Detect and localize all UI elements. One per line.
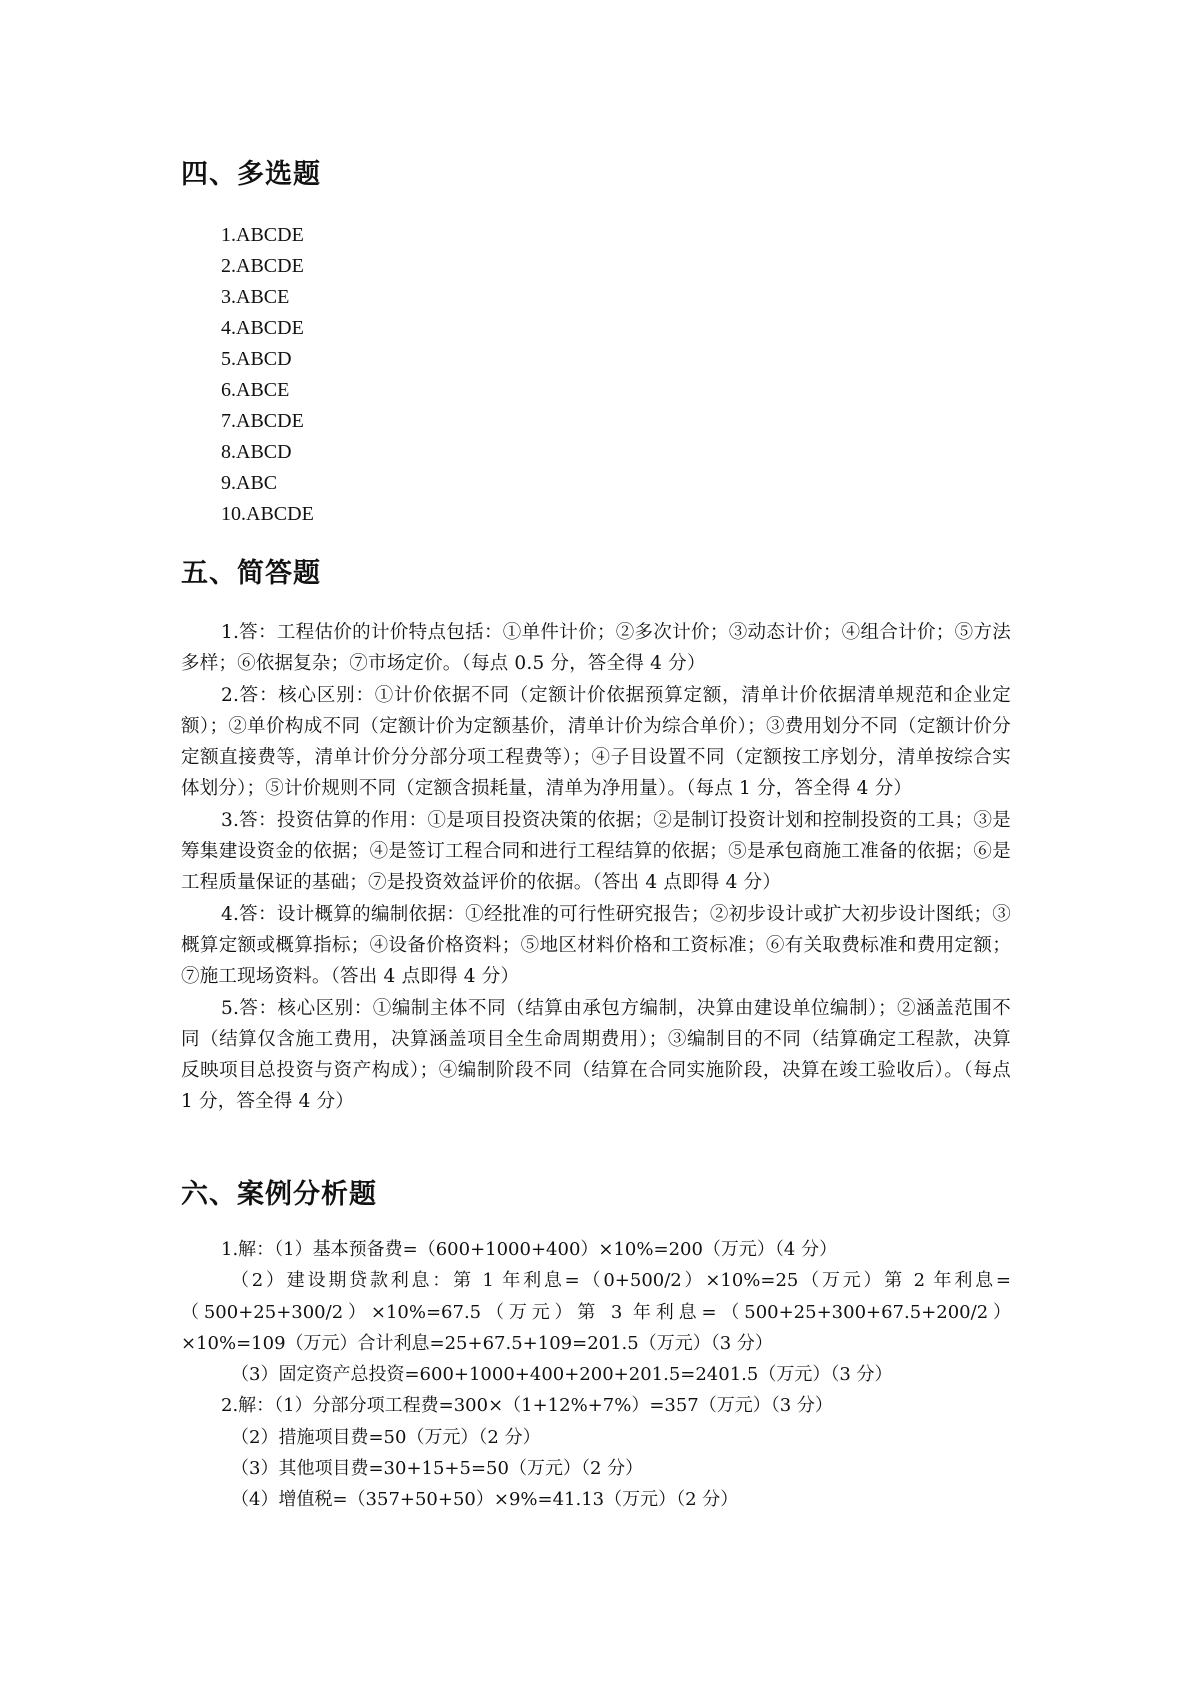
solution-paragraph: （3）固定资产总投资=600+1000+400+200+201.5=2401.5（万元）（3 分）: [231, 1364, 893, 1386]
multiple-choice-answer-list: [221, 220, 314, 530]
short-answer-body: [181, 617, 1011, 1118]
solution-paragraph: （3）其他项目费=30+15+5=50（万元）（2 分）: [231, 1458, 644, 1480]
list-item: 10.ABCDE: [221, 503, 314, 525]
answer-paragraph: 5.答：核心区别：①编制主体不同（结算由承包方编制，决算由建设单位编制）；②涵盖范围不同（结算仅含施工费用，决算涵盖项目全生命周期费用）；③编制目的不同（结算确定工程款，决算反映项目总投资与资产构成）；④编制阶段不同（结算在合同实施阶段，决算在竣工验收后）。（每点 1 分，答全得 4 分）: [181, 997, 1011, 1113]
section-title-short-answer: 五、简答题: [181, 558, 321, 589]
answer-paragraph: 4.答：设计概算的编制依据：①经批准的可行性研究报告；②初步设计或扩大初步设计图纸；③概算定额或概算指标；④设备价格资料；⑤地区材料价格和工资标准；⑥有关取费标准和费用定额；⑦施工现场资料。（答出 4 点即得 4 分）: [181, 903, 1011, 988]
list-item: 1.ABCDE: [221, 224, 304, 246]
list-item: 8.ABCD: [221, 441, 292, 463]
list-item: 2.ABCDE: [221, 255, 304, 277]
list-item: 6.ABCE: [221, 379, 290, 401]
answer-paragraph: 1.答：工程估价的计价特点包括：①单件计价；②多次计价；③动态计价；④组合计价；⑤方法多样；⑥依据复杂；⑦市场定价。（每点 0.5 分，答全得 4 分）: [181, 622, 1011, 675]
solution-paragraph: 1.解：（1）基本预备费=（600+1000+400）×10%=200（万元）（4 分）: [221, 1239, 838, 1260]
section-title-case-analysis: 六、案例分析题: [181, 1179, 377, 1210]
list-item: 9.ABC: [221, 472, 278, 494]
case-analysis-body: [181, 1234, 1011, 1516]
solution-paragraph: （4）增值税=（357+50+50）×9%=41.13（万元）（2 分）: [231, 1489, 739, 1511]
solution-paragraph: （2）建设期贷款利息：第 1 年利息=（0+500/2）×10%=25（万元）第 2 年利息=（500+25+300/2）×10%=67.5（万元）第 3 年利息=（500+25+300+67.5+200/2）×10%=109（万元）合计利息=25+67.5+109=201.5（万元）（3 分）: [181, 1270, 1011, 1354]
section-title-multiple-choice: 四、多选题: [181, 159, 321, 190]
answer-paragraph: 3.答：投资估算的作用：①是项目投资决策的依据；②是制订投资计划和控制投资的工具；③是筹集建设资金的依据；④是签订工程合同和进行工程结算的依据；⑤是承包商施工准备的依据；⑥是工程质量保证的基础；⑦是投资效益评价的依据。（答出 4 点即得 4 分）: [181, 809, 1011, 894]
answer-paragraph: 2.答：核心区别：①计价依据不同（定额计价依据预算定额，清单计价依据清单规范和企业定额）；②单价构成不同（定额计价为定额基价，清单计价为综合单价）；③费用划分不同（定额计价分定额直接费等，清单计价分分部分项工程费等）；④子目设置不同（定额按工序划分，清单按综合实体划分）；⑤计价规则不同（定额含损耗量，清单为净用量）。（每点 1 分，答全得 4 分）: [181, 684, 1011, 800]
list-item: 5.ABCD: [221, 348, 292, 370]
list-item: 7.ABCDE: [221, 410, 304, 432]
solution-paragraph: （2）措施项目费=50（万元）（2 分）: [231, 1426, 541, 1448]
list-item: 3.ABCE: [221, 286, 290, 308]
solution-paragraph: 2.解：（1）分部分项工程费=300×（1+12%+7%）=357（万元）（3 分）: [221, 1395, 833, 1417]
list-item: 4.ABCDE: [221, 317, 304, 339]
